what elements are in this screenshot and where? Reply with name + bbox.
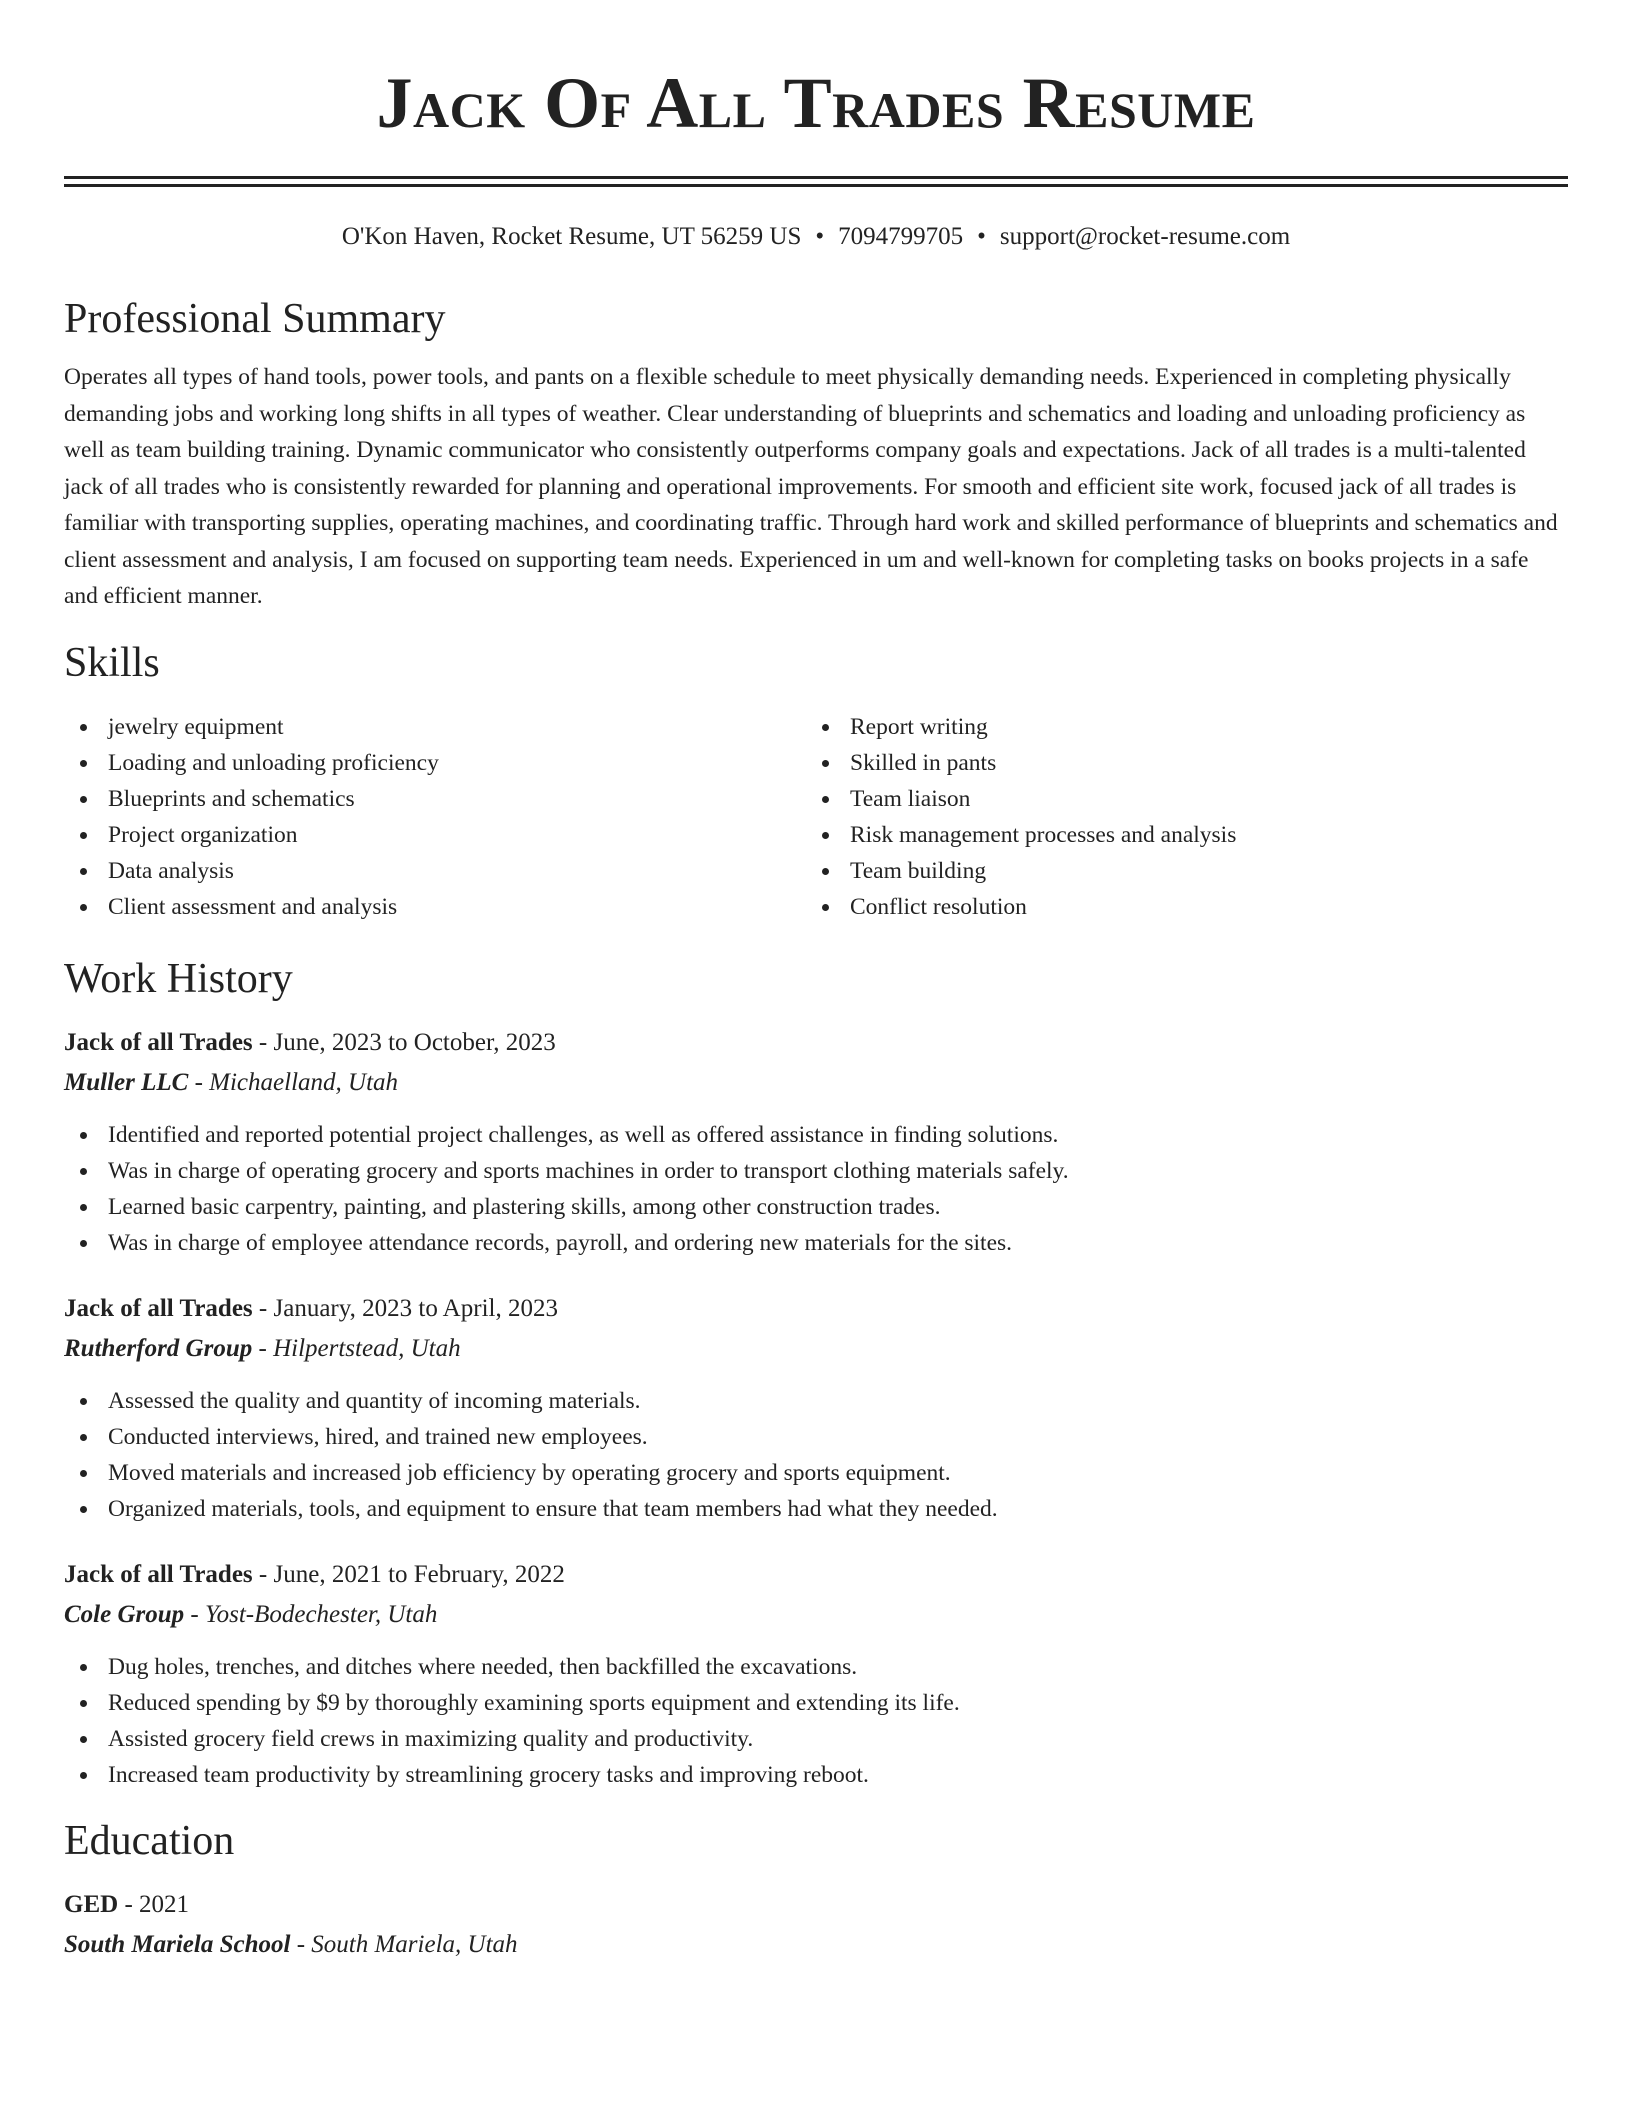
job-duties <box>64 1383 1568 1527</box>
employer-name: Muller LLC <box>64 1068 189 1096</box>
contact-line <box>64 221 1568 253</box>
skill-item: Project organization <box>64 817 806 853</box>
job-title: Jack of all Trades <box>64 1560 253 1588</box>
job-duty: Was in charge of operating grocery and sports machines in order to transport clothing materials safely. <box>64 1153 1568 1189</box>
job-duty: Identified and reported potential project challenges, as well as offered assistance in finding solutions. <box>64 1117 1568 1153</box>
skill-item: Blueprints and schematics <box>64 781 806 817</box>
title-divider <box>64 176 1568 187</box>
job-entry <box>64 1025 1568 1261</box>
employer-location: - Michaelland, Utah <box>188 1068 399 1096</box>
employer-location: - Yost-Bodechester, Utah <box>184 1600 438 1628</box>
employer-name: Rutherford Group <box>64 1334 253 1362</box>
skill-item: Team liaison <box>806 781 1548 817</box>
contact-separator: • <box>977 223 986 250</box>
job-title: Jack of all Trades <box>64 1294 253 1322</box>
resume-title: Jack Of All Trades Resume <box>376 63 1256 143</box>
skill-item: Report writing <box>806 709 1548 745</box>
degree-year: - 2021 <box>118 1890 190 1918</box>
skill-item: Loading and unloading proficiency <box>64 745 806 781</box>
skills-heading: Skills <box>64 639 160 686</box>
job-duty: Assisted grocery field crews in maximizing quality and productivity. <box>64 1721 1568 1757</box>
education-heading: Education <box>64 1817 235 1864</box>
skill-item: Data analysis <box>64 853 806 889</box>
job-duty: Learned basic carpentry, painting, and plastering skills, among other construction trades. <box>64 1189 1568 1225</box>
job-title-line <box>64 1025 1568 1061</box>
contact-separator: • <box>815 223 825 250</box>
contact-email[interactable]: support@rocket-resume.com <box>999 223 1291 250</box>
skill-item: Team building <box>806 853 1548 889</box>
skill-item: Client assessment and analysis <box>64 889 806 925</box>
job-entry <box>64 1291 1568 1527</box>
school-location: - South Mariela, Utah <box>290 1930 518 1958</box>
school-line <box>64 1927 1568 1963</box>
job-duty: Assessed the quality and quantity of incoming materials. <box>64 1383 1568 1419</box>
job-dates: - January, 2023 to April, 2023 <box>252 1294 558 1322</box>
work-history-heading: Work History <box>64 955 293 1002</box>
job-dates: - June, 2023 to October, 2023 <box>252 1028 556 1056</box>
employer-line <box>64 1065 1568 1101</box>
job-duty: Dug holes, trenches, and ditches where needed, then backfilled the excavations. <box>64 1649 1568 1685</box>
summary-text: Operates all types of hand tools, power tools, and pants on a flexible schedule to meet physically demanding needs. Experienced in completing physically demanding jobs and working long shifts in all types of weather. Clear understanding of blueprints and schematics and loading and unloading proficiency as well as team building training. Dynamic communicator who consistently outperforms company goals and expectations. Jack of all trades is a multi-talented jack of all trades who is consistently rewarded for planning and operational improvements. For smooth and efficient site work, focused jack of all trades is familiar with transporting supplies, operating machines, and coordinating traffic. Through hard work and skilled performance of blueprints and schematics and client assessment and analysis, I am focused on supporting team needs. Experienced in um and well-known for completing tasks on books projects in a safe and efficient manner. <box>64 364 1558 609</box>
job-dates: - June, 2021 to February, 2022 <box>252 1560 565 1588</box>
school-name: South Mariela School <box>64 1930 291 1958</box>
job-duty: Moved materials and increased job efficiency by operating grocery and sports equipment. <box>64 1455 1568 1491</box>
skills-column-right <box>806 709 1548 925</box>
contact-address: O'Kon Haven, Rocket Resume, UT 56259 US <box>341 223 802 250</box>
job-duty: Reduced spending by $9 by thoroughly examining sports equipment and extending its life. <box>64 1685 1568 1721</box>
degree-name: GED <box>64 1890 119 1918</box>
employer-location: - Hilpertstead, Utah <box>252 1334 461 1362</box>
job-duties <box>64 1649 1568 1793</box>
employer-line <box>64 1597 1568 1633</box>
education-entry <box>64 1887 1568 1963</box>
job-duty: Organized materials, tools, and equipment to ensure that team members had what they needed. <box>64 1491 1568 1527</box>
job-title-line <box>64 1557 1568 1593</box>
degree-line <box>64 1887 1568 1923</box>
skill-item: Risk management processes and analysis <box>806 817 1548 853</box>
contact-phone: 7094799705 <box>838 223 964 250</box>
job-title: Jack of all Trades <box>64 1028 253 1056</box>
skills-list <box>64 709 1568 925</box>
job-duty: Increased team productivity by streamlining grocery tasks and improving reboot. <box>64 1757 1568 1793</box>
job-duty: Was in charge of employee attendance records, payroll, and ordering new materials for the sites. <box>64 1225 1568 1261</box>
job-duties <box>64 1117 1568 1261</box>
skill-item: Conflict resolution <box>806 889 1548 925</box>
employer-name: Cole Group <box>64 1600 185 1628</box>
skills-column-left <box>64 709 806 925</box>
skill-item: jewelry equipment <box>64 709 806 745</box>
skill-item: Skilled in pants <box>806 745 1548 781</box>
job-duty: Conducted interviews, hired, and trained new employees. <box>64 1419 1568 1455</box>
job-title-line <box>64 1291 1568 1327</box>
employer-line <box>64 1331 1568 1367</box>
job-entry <box>64 1557 1568 1793</box>
summary-heading: Professional Summary <box>64 296 446 342</box>
